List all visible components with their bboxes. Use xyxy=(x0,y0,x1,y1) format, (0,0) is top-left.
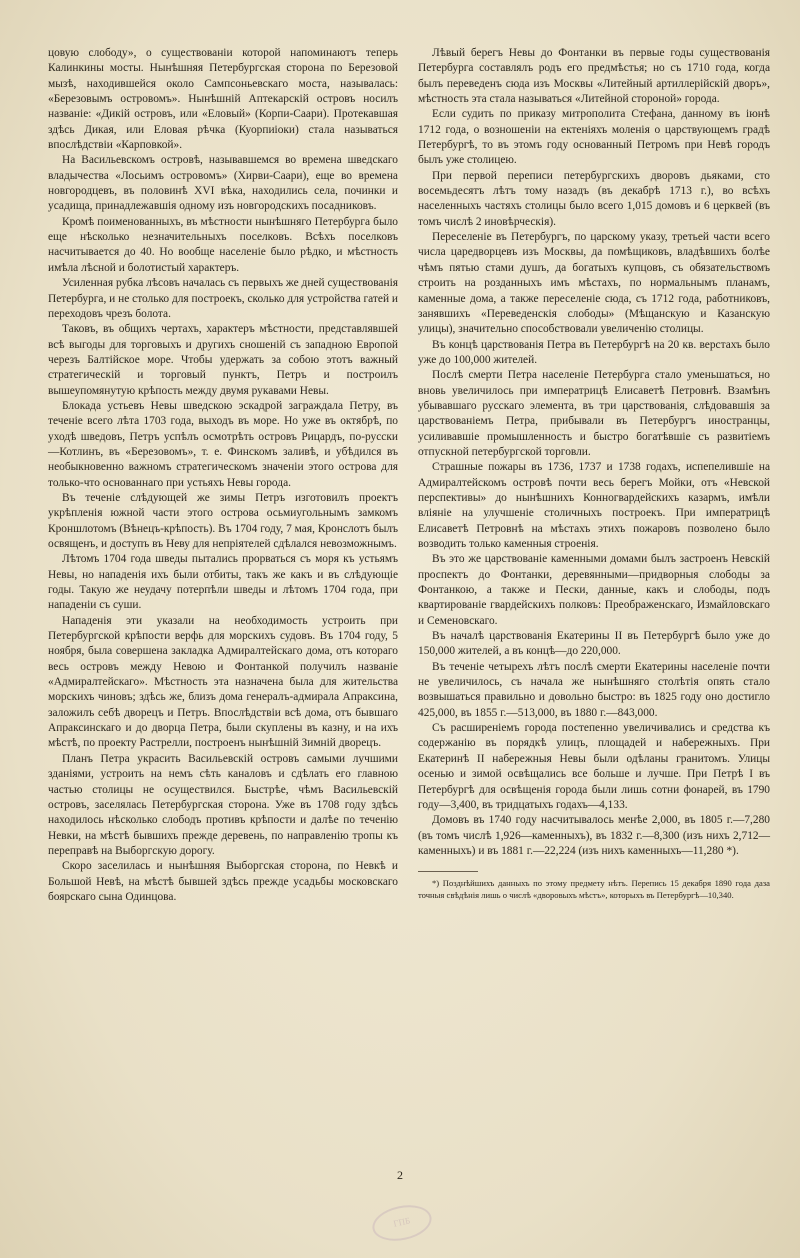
library-stamp: ГПБ xyxy=(369,1200,435,1246)
paragraph: Усиленная рубка лѣсовъ началась съ первыхъ же дней существованія Петербурга, и не столько для построекъ, сколько для устройства гатей и переходовъ чрезъ болота. xyxy=(48,277,398,320)
paragraph: Послѣ смерти Петра населеніе Петербурга стало уменьшаться, но вновь увеличилось при императрицѣ Елисаветѣ Петровнѣ. Взамѣнъ убывавшаго русскаго элемента, въ три царствованія, слѣдовавшія за царствованіемъ Петра, прибывали въ Петербургъ иностранцы, усиливавшіе промышленность и быстро богатѣвшіе съ развитіемъ отпускной петербургской торговли. xyxy=(418,369,770,458)
paragraph: Лѣвый берегъ Невы до Фонтанки въ первые годы существованія Петербурга составлялъ родъ его предмѣстья; но съ 1710 года, когда былъ переведенъ сюда изъ Москвы «Литейный артиллерійскій дворъ», мѣстность эта стала называться «Литейной стороной» города. xyxy=(418,47,770,106)
paragraph: Въ началѣ царствованія Екатерины II въ Петербургѣ было уже до 150,000 жителей, а въ концѣ—до 220,000. xyxy=(418,630,770,658)
paragraph: Кромѣ поименованныхъ, въ мѣстности нынѣшняго Петербурга было еще нѣсколько незначительныхъ поселковъ. Всѣхъ поселковъ насчитывается до 40. Но вообще населеніе было рѣдко, и мѣстность имѣла лѣсной и болотистый характеръ. xyxy=(48,215,398,274)
paragraph: Таковъ, въ общихъ чертахъ, характеръ мѣстности, представлявшей всѣ выгоды для торговыхъ и другихъ сношеній съ западною Европой черезъ Балтійское море. Чтобы удержать за собою этотъ важный стратегическій и торговый пунктъ, Петръ и построилъ вышеупомянутую крѣпость между двумя рукавами Невы. xyxy=(48,323,398,397)
paragraph: На Васильевскомъ островѣ, называвшемся во времена шведскаго владычества «Лосьимъ островомъ» (Хирви-Саари), еще во времена новгородцевъ, въ половинѣ XVI вѣка, находились села, починки и усадища, принадлежавшія одному изъ новгородскихъ посадниковъ. xyxy=(48,154,398,213)
footnote: *) Позднѣйшихъ данныхъ по этому предмету нѣтъ. Перепись 15 декабря 1890 года даза точныя свѣдѣнія лишь о числѣ «дворовыхъ мѣстъ», которыхъ въ Петербургѣ—10,340. xyxy=(418,878,770,900)
paragraph: Въ концѣ царствованія Петра въ Петербургѣ на 20 кв. верстахъ было уже до 100,000 жителей. xyxy=(418,338,770,366)
paragraph: Съ расширеніемъ города постепенно увеличивались и средства къ содержанію въ порядкѣ улицъ, площадей и набережныхъ. При Екатеринѣ II набережныя Невы были одѣланы гранитомъ. Улицы осенью и зимой освѣщались все больше и лучше. При Петрѣ I въ Петербургѣ для освѣщенія города были лишь сотни фонарей, въ 1790 году—3,400, въ тридцатыхъ годахъ—4,133. xyxy=(418,722,770,811)
paragraph: При первой переписи петербургскихъ дворовъ дьяками, сто восемьдесятъ лѣтъ тому назадъ (въ декабрѣ 1713 г.), во всѣхъ населенныхъ частяхъ столицы было всего 1,015 домовъ и 6 церквей (въ томъ числѣ 2 иновѣрческія). xyxy=(418,169,770,228)
paragraph: Домовъ въ 1740 году насчитывалось менѣе 2,000, въ 1805 г.—7,280 (въ томъ числѣ 1,926—каменныхъ), въ 1832 г.—8,300 (изъ нихъ 2,712—каменныхъ) и въ 1881 г.—22,224 (изъ нихъ каменныхъ—11,280 *). xyxy=(418,814,770,857)
paragraph: Если судить по приказу митрополита Стефана, данному въ іюнѣ 1712 года, о возношеніи на ектеніяхъ моленія о царствующемъ градѣ Петербургѣ, то въ этомъ году основанный Петромъ при Невѣ городъ былъ уже столицею. xyxy=(418,108,770,167)
page-number: 2 xyxy=(397,1168,403,1182)
paragraph: Въ теченіе слѣдующей же зимы Петръ изготовилъ проектъ укрѣпленія южной части этого острова осьмиугольнымъ замкомъ Кроншлотомъ (Вѣнецъ-крѣпость). Въ 1704 году, 7 мая, Кронслотъ былъ освященъ, и доступъ въ Неву для непріятелей сдѣлался невозможнымъ. xyxy=(48,491,398,550)
paragraph: Переселеніе въ Петербургъ, по царскому указу, третьей части всего числа царедворцевъ изъ Москвы, да помѣщиковъ, владѣвшихъ болѣе чѣмъ пятью стами душъ, да богатыхъ купцовъ, съ обязательствомъ строить на розданныхъ имъ мѣстахъ, по нормальнымъ планамъ, каменные дома, а также переселеніе сюда, съ 1712 года, работниковъ, занявшихъ «Переведенскія слободы» (Мѣщанскую и Казанскую улицы), значительно способствовали увеличенію столицы. xyxy=(418,231,770,336)
right-column xyxy=(418,46,770,901)
paragraph: Въ теченіе четырехъ лѣтъ послѣ смерти Екатерины населеніе почти не увеличилось, съ начала же нынѣшняго столѣтія опять стало возвышаться правильно и довольно быстро: въ 1825 году оно достигло 425,000, въ 1855 г.—513,000, въ 1880 г.—843,000. xyxy=(418,660,770,719)
paragraph: Скоро заселилась и нынѣшняя Выборгская сторона, по Невкѣ и Большой Невѣ, на мѣстѣ бывшей здѣсь прежде усадьбы московскаго боярскаго сына Одинцова. xyxy=(48,860,398,903)
paragraph: Блокада устьевъ Невы шведскою эскадрой заграждала Петру, въ теченіе всего лѣта 1703 года, выходъ въ море. Но уже въ октябрѣ, по уходѣ шведовъ, Петръ успѣлъ осмотрѣть островъ Рицардъ, по-русски—Котлинъ, въ «Березовомъ», т. е. Финскомъ заливѣ, и убѣдился въ необыкновенно важномъ стратегическомъ значеніи этого острова для только-что основаннаго при устьяхъ Невы города. xyxy=(48,399,398,489)
paragraph: Лѣтомъ 1704 года шведы пытались прорваться съ моря къ устьямъ Невы, но нападенія ихъ были отбиты, такъ же какъ и въ слѣдующіе годы. Такую же неудачу потерпѣли шведы и лѣтомъ 1704 года, при нападеніи съ суши. xyxy=(48,553,398,612)
paragraph: Нападенія эти указали на необходимость устроить при Петербургской крѣпости верфь для морскихъ судовъ. Въ 1704 году, 5 ноября, была совершена закладка Адмиралтейскаго дома, отъ котораго весь островъ между Невою и Фонтанкой получилъ названіе «Адмиралтейскаго». Мѣстность эта назначена была для жительства морскихъ чиновъ; здѣсь же, близъ дома генералъ-адмирала Апраксина, заложилъ себѣ дворецъ и Петръ. Впослѣдствіи всѣ дома, отъ бывшаго Апраксинскаго и до дворца Петра, были скуплены въ казну, и на ихъ мѣстѣ, по проекту Растрелли, построенъ нынѣшній Зимній дворецъ. xyxy=(48,614,398,750)
paragraph: Страшные пожары въ 1736, 1737 и 1738 годахъ, испепелившіе на Адмиралтейскомъ островѣ почти весь берегъ Мойки, отъ «Невской перспективы» до нынѣшнихъ Конногвардейскихъ казармъ, имѣли вліяніе на улучшеніе столичныхъ построекъ. При императрицѣ Елисаветѣ Петровнѣ на мѣстахъ этихъ пожаровъ позволено было возводить только каменныя строенія. xyxy=(418,461,770,550)
footnote-divider xyxy=(418,871,478,872)
left-column xyxy=(48,46,398,905)
paragraph: цовую слободу», о существованіи которой напоминаютъ теперь Калинкины мосты. Нынѣшняя Петербургская сторона по Березовой мызѣ, находившейся около Сампсоньевскаго моста, называлась: «Березовымъ островомъ». Нынѣшній Аптекарскій островъ носилъ названіе: «Дикій островъ, или «Еловый» (Корпи-Саари). Протекавшая здѣсь Дикая, или Еловая рѣчка (Куорпиіоки) стала называться впослѣдствіи «Карповкой». xyxy=(48,47,398,152)
paragraph: Планъ Петра украсить Васильевскій островъ самыми лучшими зданіями, устроить на немъ сѣть каналовъ и сдѣлать его главною частью столицы не осуществился. Быстрѣе, чѣмъ Васильевскій островъ, заселялась Петербургская сторона. Уже въ 1708 году здѣсь находилось нѣсколько слободъ противъ крѣпости и далѣе по теченію Невки, на мѣстѣ бывшихъ прежде деревень, по направленію тропы къ переправѣ на Выборгскую дорогу. xyxy=(48,752,398,857)
paragraph: Въ это же царствованіе каменными домами былъ застроенъ Невскій проспектъ до Фонтанки, деревянными—придворныя слободы за Фонтанкою, а также и Пески, данные, какъ и слободы, подъ квартированіе гвардейскихъ полковъ: Преображенскаго, Измайловскаго и Семеновскаго. xyxy=(418,553,770,627)
